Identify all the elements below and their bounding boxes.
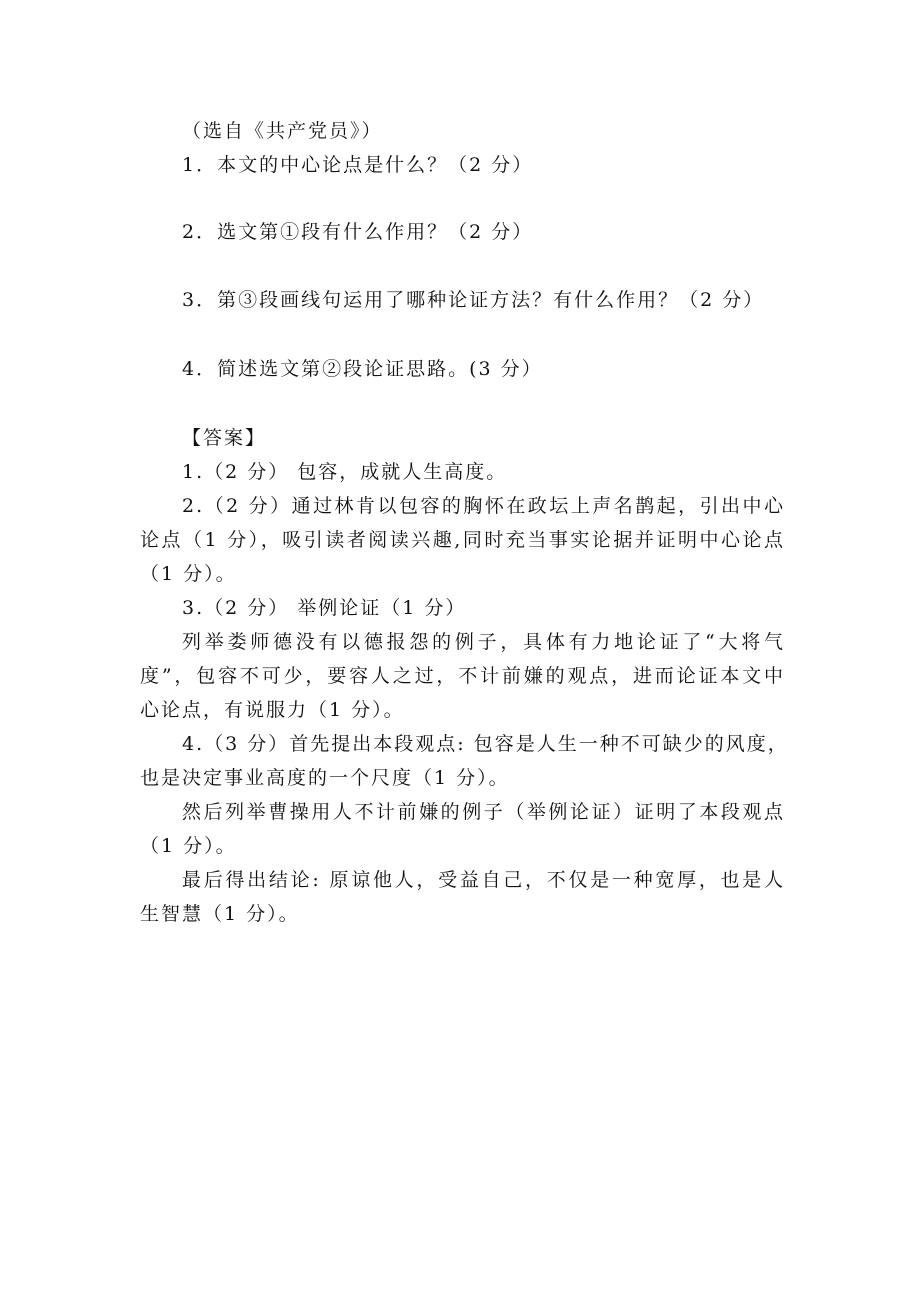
answer-4-line-2: 也是决定事业高度的一个尺度（1 分）。 — [140, 767, 510, 789]
answer-3-line-2: 列举娄师德没有以德报怨的例子，具体有力地论证了“大将气 — [182, 631, 785, 653]
question-1: 1．本文的中心论点是什么？（2 分） — [182, 154, 534, 176]
answer-4-line-3: 然后列举曹操用人不计前嫌的例子（举例论证）证明了本段观点 — [182, 801, 785, 823]
question-2: 2．选文第①段有什么作用？（2 分） — [182, 221, 534, 243]
answer-2-line-2: 论点（1 分），吸引读者阅读兴趣,同时充当事实论据并证明中心论点 — [140, 529, 785, 551]
answer-2-line-3: （1 分）。 — [140, 563, 237, 585]
answer-4-line-5: 最后得出结论: 原谅他人，受益自己，不仅是一种宽厚，也是人 — [182, 869, 785, 891]
question-4: 4．简述选文第②段论证思路。(3 分） — [182, 358, 543, 380]
answer-4-line-1: 4.（3 分）首先提出本段观点: 包容是人生一种不可缺少的风度， — [182, 733, 789, 755]
answer-1: 1.（2 分） 包容，成就人生高度。 — [182, 461, 508, 483]
source-citation: （选自《共产党员》） — [182, 120, 383, 142]
answer-3-line-1: 3.（2 分） 举例论证（1 分） — [182, 597, 467, 619]
question-3: 3．第③段画线句运用了哪种论证方法？有什么作用？（2 分） — [182, 289, 765, 311]
answer-2-line-1: 2.（2 分）通过林肯以包容的胸怀在政坛上声名鹊起，引出中心 — [182, 495, 785, 517]
answer-heading: 【答案】 — [182, 427, 267, 449]
answer-4-line-6: 生智慧（1 分）。 — [140, 903, 300, 925]
answer-3-line-3: 度”，包容不可少，要容人之过，不计前嫌的观点，进而论证本文中 — [140, 665, 785, 687]
answer-3-line-4: 心论点，有说服力（1 分）。 — [140, 699, 405, 721]
answer-4-line-4: （1 分）。 — [140, 835, 237, 857]
